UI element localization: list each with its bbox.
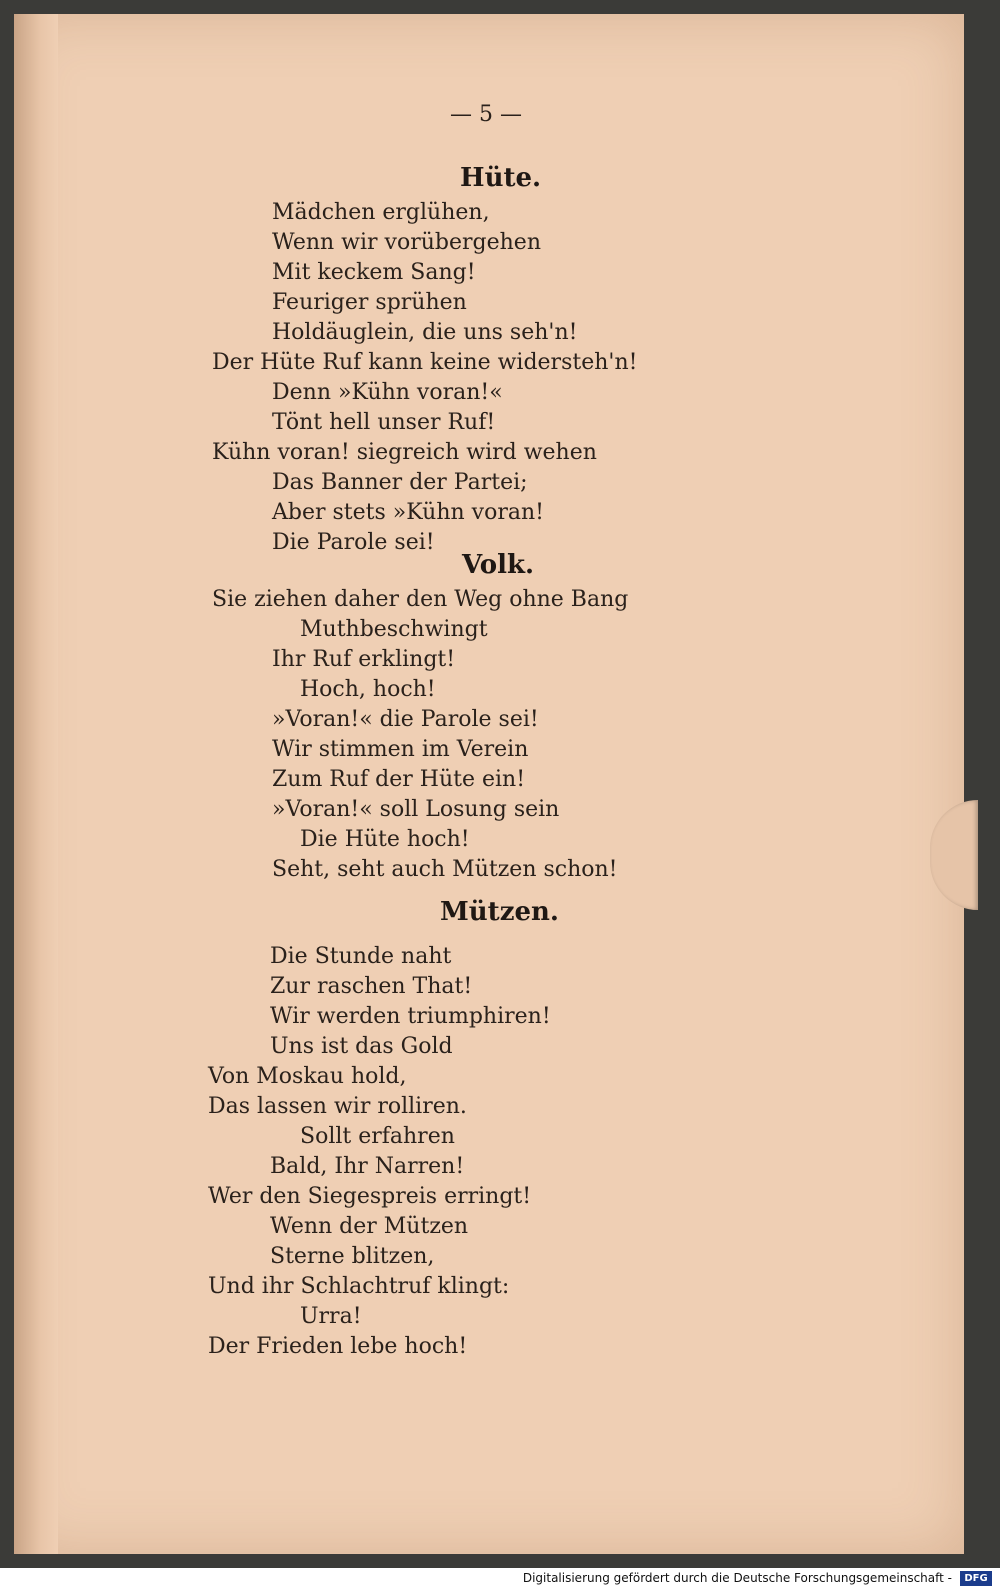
verse-line: Das lassen wir rolliren.: [208, 1094, 467, 1119]
verse-line: Denn »Kühn voran!«: [272, 380, 503, 405]
verse-line: Urra!: [300, 1304, 362, 1329]
verse-line: Hoch, hoch!: [300, 677, 436, 702]
section-heading-muetzen: Mützen.: [440, 897, 559, 927]
verse-line: »Voran!« die Parole sei!: [272, 707, 539, 732]
verse-line: Die Stunde naht: [270, 944, 452, 969]
verse-line: Tönt hell unser Ruf!: [272, 410, 496, 435]
verse-line: Zum Ruf der Hüte ein!: [272, 767, 526, 792]
verse-line: Sterne blitzen,: [270, 1244, 435, 1269]
verse-line: Wir stimmen im Verein: [272, 737, 529, 762]
verse-line: Zur raschen That!: [270, 974, 473, 999]
verse-line: Sollt erfahren: [300, 1124, 455, 1149]
verse-line: Aber stets »Kühn voran!: [272, 500, 545, 525]
verse-line: Bald, Ihr Narren!: [270, 1154, 465, 1179]
verse-line: Das Banner der Partei;: [272, 470, 528, 495]
verse-line: Holdäuglein, die uns seh'n!: [272, 320, 578, 345]
verse-line: Sie ziehen daher den Weg ohne Bang: [212, 587, 629, 612]
verse-line: Muthbeschwingt: [300, 617, 488, 642]
page-spine: [14, 14, 58, 1554]
verse-line: Wer den Siegespreis erringt!: [208, 1184, 532, 1209]
verse-line: Uns ist das Gold: [270, 1034, 453, 1059]
verse-line: Der Frieden lebe hoch!: [208, 1334, 468, 1359]
verse-line: Mit keckem Sang!: [272, 260, 476, 285]
verse-line: Ihr Ruf erklingt!: [272, 647, 456, 672]
section-heading-volk: Volk.: [462, 550, 535, 580]
verse-line: Wenn der Mützen: [270, 1214, 469, 1239]
verse-line: Der Hüte Ruf kann keine widersteh'n!: [212, 350, 638, 375]
verse-line: Und ihr Schlachtruf klingt:: [208, 1274, 510, 1299]
verse-line: Kühn voran! siegreich wird wehen: [212, 440, 597, 465]
funding-note: Digitalisierung gefördert durch die Deutsche Forschungsgemeinschaft -: [522, 1571, 952, 1585]
page-number: — 5 —: [450, 102, 522, 127]
verse-line: Feuriger sprühen: [272, 290, 467, 315]
section-heading-huete: Hüte.: [460, 163, 542, 193]
verse-line: Die Hüte hoch!: [300, 827, 470, 852]
verse-line: Von Moskau hold,: [208, 1064, 407, 1089]
dfg-logo: DFG: [960, 1571, 992, 1586]
verse-line: Wir werden triumphiren!: [270, 1004, 551, 1029]
verse-line: Wenn wir vorübergehen: [272, 230, 541, 255]
verse-line: »Voran!« soll Losung sein: [272, 797, 560, 822]
verse-line: Seht, seht auch Mützen schon!: [272, 857, 618, 882]
verse-line: Die Parole sei!: [272, 530, 435, 555]
footer-bar: [0, 1569, 1000, 1589]
verse-line: Mädchen erglühen,: [272, 200, 490, 225]
